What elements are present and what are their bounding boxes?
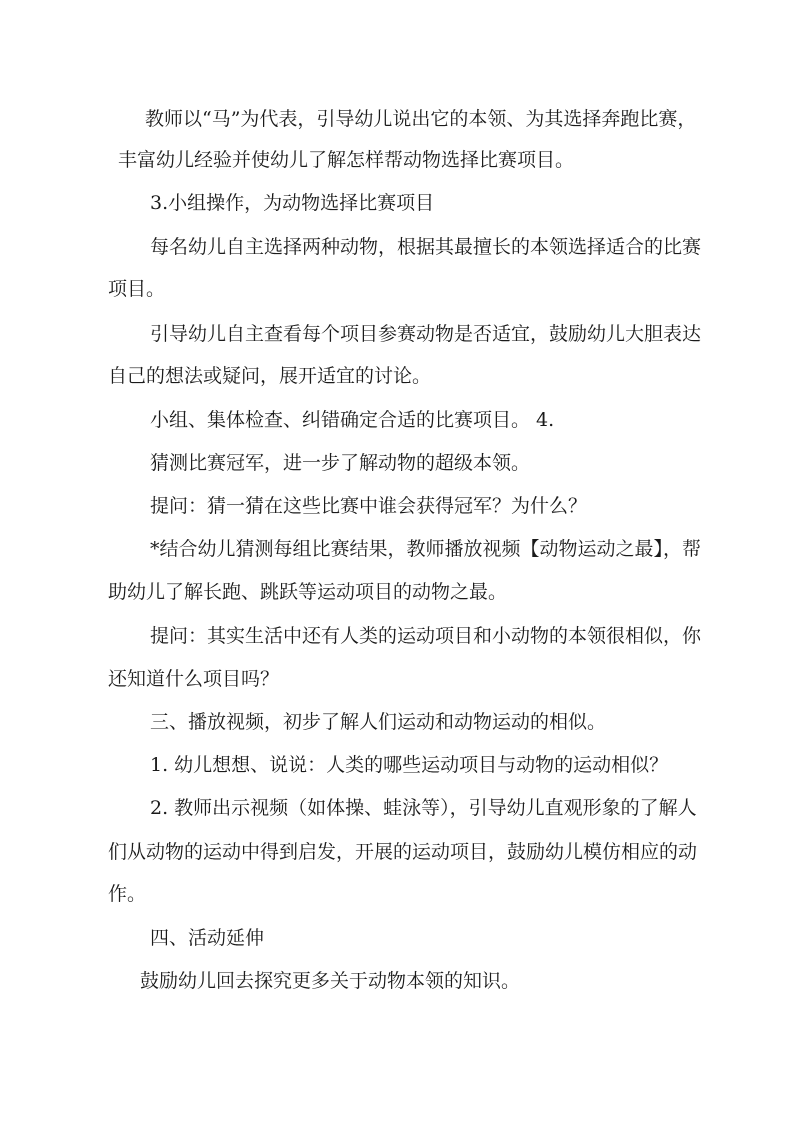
paragraph-line: 提问：其实生活中还有人类的运动项目和小动物的本领很相似，你 bbox=[150, 625, 702, 647]
list-item: 2. 教师出示视频（如体操、蛙泳等），引导幼儿直观形象的了解人 bbox=[150, 797, 697, 819]
paragraph-line: *结合幼儿猜测每组比赛结果，教师播放视频【动物运动之最】，帮 bbox=[150, 538, 702, 560]
section-heading: 四、活动延伸 bbox=[150, 927, 265, 949]
section-heading: 三、播放视频，初步了解人们运动和动物运动的相似。 bbox=[150, 711, 607, 733]
paragraph-line: 提问：猜一猜在这些比赛中谁会获得冠军？为什么？ bbox=[150, 495, 588, 517]
paragraph-line: 助幼儿了解长跑、跳跃等运动项目的动物之最。 bbox=[108, 581, 508, 603]
paragraph-line: 猜测比赛冠军，进一步了解动物的超级本领。 bbox=[150, 452, 531, 474]
paragraph-line: 每名幼儿自主选择两种动物，根据其最擅长的本领选择适合的比赛 bbox=[150, 236, 702, 258]
list-item: 1. 幼儿想想、说说：人类的哪些运动项目与动物的运动相似？ bbox=[150, 754, 669, 776]
section-heading: 3.小组操作，为动物选择比赛项目 bbox=[150, 192, 435, 214]
paragraph-line: 引导幼儿自主查看每个项目参赛动物是否适宜，鼓励幼儿大胆表达 bbox=[150, 323, 702, 345]
paragraph-line: 项目。 bbox=[108, 278, 166, 300]
paragraph-line: 鼓励幼儿回去探究更多关于动物本领的知识。 bbox=[140, 970, 521, 992]
paragraph-line: 还知道什么项目吗？ bbox=[108, 668, 280, 690]
paragraph-line: 自己的想法或疑问，展开适宜的讨论。 bbox=[108, 365, 432, 387]
paragraph-line: 小组、集体检查、纠错确定合适的比赛项目。 4. bbox=[150, 409, 555, 431]
paragraph-line: 们从动物的运动中得到启发，开展的运动项目，鼓励幼儿模仿相应的动 bbox=[108, 841, 698, 863]
paragraph-line: 丰富幼儿经验并使幼儿了解怎样帮动物选择比赛项目。 bbox=[118, 149, 575, 171]
paragraph-line: 教师以“马”为代表，引导幼儿说出它的本领、为其选择奔跑比赛， bbox=[145, 108, 697, 130]
paragraph-line: 作。 bbox=[108, 883, 147, 905]
